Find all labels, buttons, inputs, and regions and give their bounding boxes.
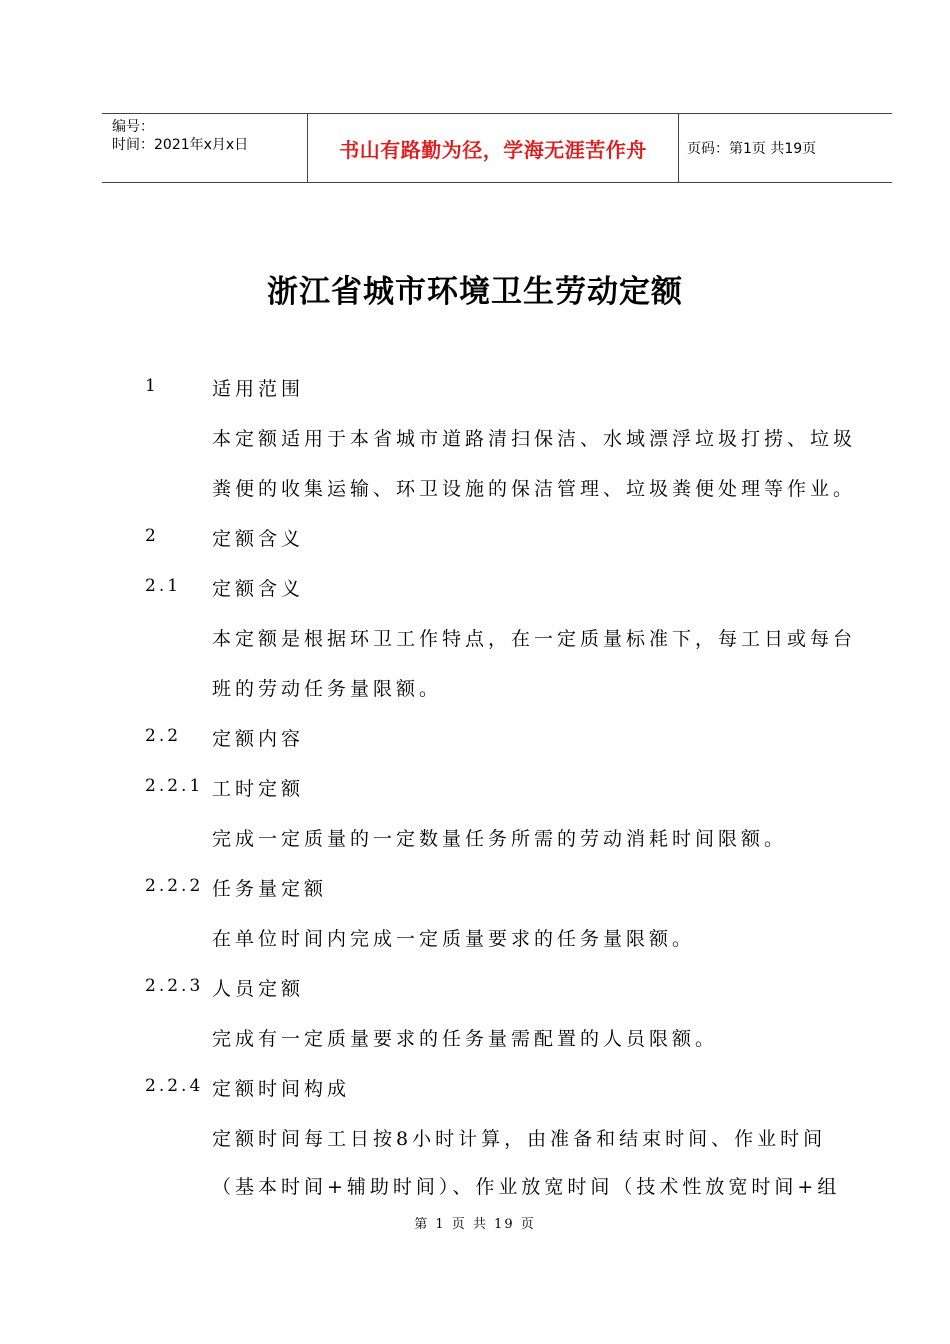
section-number: 2.2.2	[145, 876, 204, 896]
section-number: 2.2.1	[145, 776, 204, 796]
paragraph-line: 在单位时间内完成一定质量要求的任务量限额。	[212, 928, 696, 950]
section-heading: 定额时间构成	[212, 1078, 351, 1100]
section-number: 2	[145, 526, 159, 546]
header-motto: 书山有路勤为径，学海无涯苦作舟	[307, 114, 679, 182]
paragraph-line: 本定额是根据环卫工作特点，在一定质量标准下，每工日或每台	[212, 628, 857, 650]
code-label: 编号：	[112, 119, 154, 135]
section-heading: 定额内容	[212, 728, 305, 750]
header-meta	[102, 114, 307, 182]
header-page-info: 页码：第1页 共19页	[687, 141, 817, 157]
time-label: 时间：2021年x月x日	[112, 137, 249, 153]
section-number: 2.1	[145, 576, 182, 596]
section-number: 2.2.3	[145, 976, 204, 996]
paragraph-line: （基本时间+辅助时间）、作业放宽时间（技术性放宽时间+组	[212, 1176, 841, 1198]
paragraph-line: 粪便的收集运输、环卫设施的保洁管理、垃圾粪便处理等作业。	[212, 478, 857, 500]
document-title: 浙江省城市环境卫生劳动定额	[267, 274, 683, 310]
paragraph-line: 完成有一定质量要求的任务量需配置的人员限额。	[212, 1028, 719, 1050]
section-heading: 定额含义	[212, 578, 305, 600]
page-footer: 第 1 页 共 19 页	[414, 1217, 536, 1232]
paragraph-line: 完成一定质量的一定数量任务所需的劳动消耗时间限额。	[212, 828, 788, 850]
paragraph-line: 定额时间每工日按8小时计算，由准备和结束时间、作业时间	[212, 1128, 827, 1150]
section-heading: 任务量定额	[212, 878, 328, 900]
section-number: 1	[145, 376, 159, 396]
document-header	[102, 113, 892, 183]
section-heading: 适用范围	[212, 378, 305, 400]
section-heading: 定额含义	[212, 528, 305, 550]
section-number: 2.2.4	[145, 1076, 204, 1096]
section-number: 2.2	[145, 726, 182, 746]
section-heading: 工时定额	[212, 778, 305, 800]
paragraph-line: 班的劳动任务量限额。	[212, 678, 443, 700]
paragraph-line: 本定额适用于本省城市道路清扫保洁、水域漂浮垃圾打捞、垃圾	[212, 428, 857, 450]
section-heading: 人员定额	[212, 978, 305, 1000]
